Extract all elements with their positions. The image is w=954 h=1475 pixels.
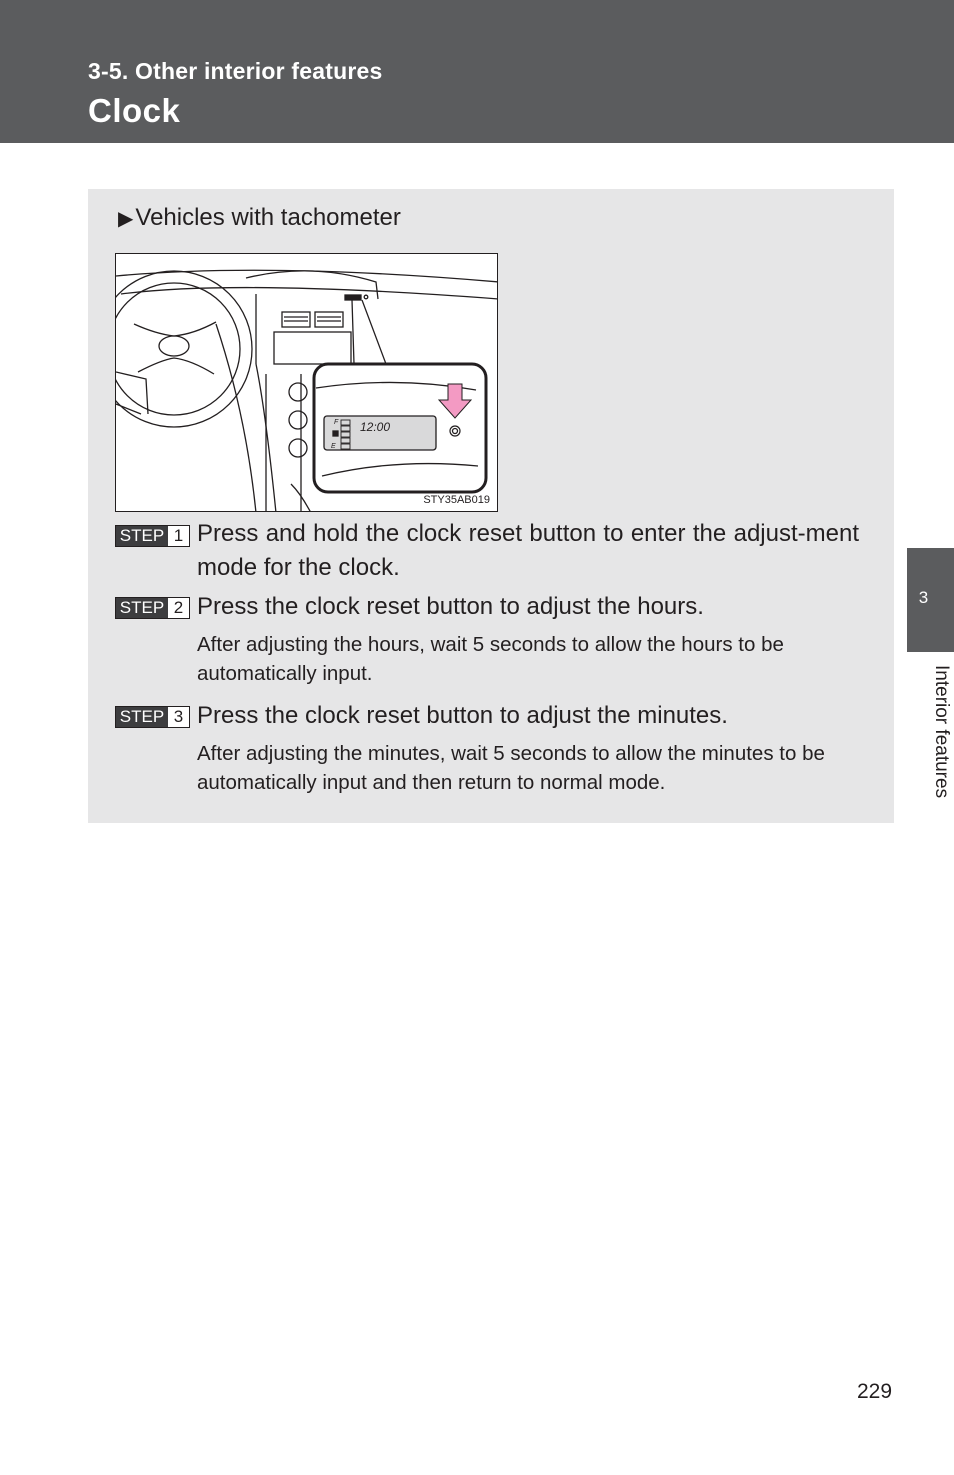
- step-badge-word: STEP: [116, 707, 168, 727]
- section-label: 3-5. Other interior features: [88, 58, 383, 84]
- chapter-number: 3: [918, 588, 929, 607]
- display-time-text: 12:00: [360, 420, 391, 434]
- chapter-tab[interactable]: [907, 548, 954, 652]
- fuel-empty-text: E: [331, 443, 336, 450]
- step-badge-number: 3: [168, 707, 189, 727]
- step-badge-number: 2: [168, 598, 189, 618]
- figure-code: STY35AB019: [423, 494, 490, 506]
- step-badge-word: STEP: [116, 526, 168, 546]
- step-badge-1: [115, 525, 190, 547]
- page-number: 229: [857, 1380, 893, 1403]
- page-header: [0, 0, 954, 143]
- triangle-marker-icon: ▶: [118, 208, 134, 230]
- chapter-label: Interior features: [931, 665, 952, 799]
- step-2-text: Press the clock reset button to adjust the hours.: [197, 593, 704, 620]
- step-2-note: After adjusting the hours, wait 5 seconds to allow the hours to be automatically input.: [197, 633, 784, 685]
- vehicle-type-label: [118, 204, 401, 232]
- page-title: Clock: [88, 92, 181, 129]
- steering-wheel-inner: [116, 283, 240, 415]
- clock-location-mark: [345, 295, 361, 300]
- fuel-full-text: F: [334, 419, 339, 426]
- clock-illustration: [115, 253, 498, 512]
- step-badge-3: [115, 706, 190, 728]
- vent-right: [315, 312, 343, 327]
- step-badge-number: 1: [168, 526, 189, 546]
- vent-left: [282, 312, 310, 327]
- step-badge-2: [115, 597, 190, 619]
- horn-pad: [159, 336, 189, 356]
- dashboard-drawing: [116, 254, 498, 512]
- step-badge-word: STEP: [116, 598, 168, 618]
- step-1-text: Press and hold the clock reset button to enter the adjust-ment mode for the clock.: [197, 520, 859, 581]
- step-3-note: After adjusting the minutes, wait 5 seconds to allow the minutes to be automatically input and then return to normal mode.: [197, 742, 825, 794]
- step-3-text: Press the clock reset button to adjust the minutes.: [197, 702, 728, 729]
- vehicle-type-text: Vehicles with tachometer: [135, 204, 401, 231]
